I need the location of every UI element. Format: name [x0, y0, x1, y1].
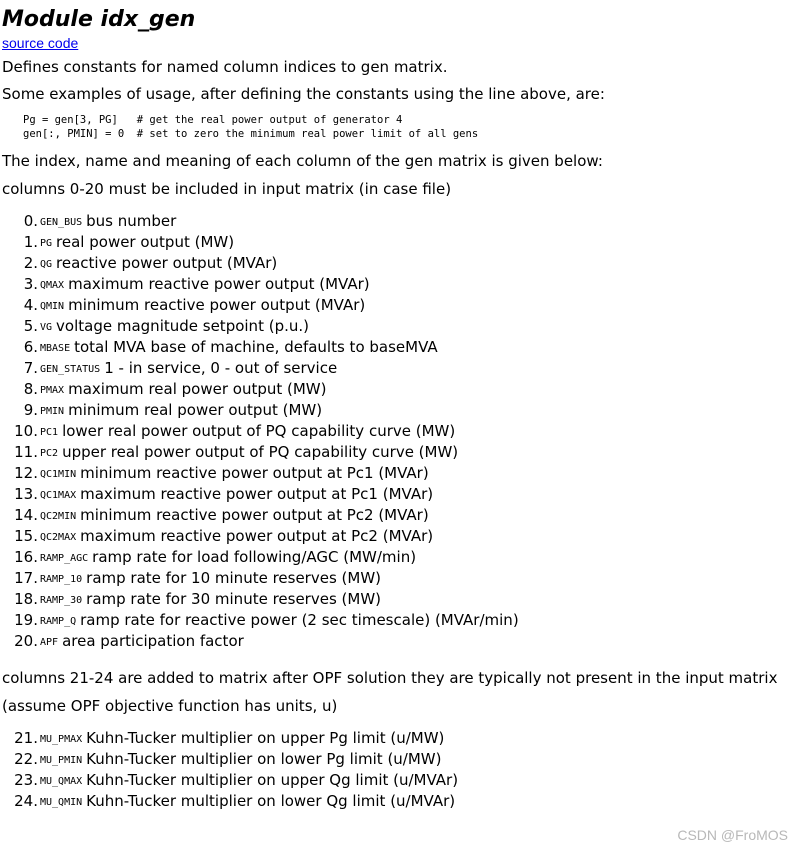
item-number: 24. — [14, 792, 38, 810]
item-number: 21. — [14, 729, 38, 747]
watermark: CSDN @FroMOS — [677, 827, 788, 843]
column-constant: MBASE — [40, 343, 71, 354]
item-number: 2. — [23, 254, 38, 272]
list-item — [2, 421, 798, 442]
column-description: ramp rate for 30 minute reserves (MW) — [86, 590, 382, 608]
column-constant: QC2MAX — [40, 532, 77, 543]
list-item — [2, 358, 798, 379]
item-number: 7. — [23, 359, 38, 377]
list-item — [2, 295, 798, 316]
column-constant: QMIN — [40, 301, 65, 312]
code-line: gen[:, PMIN] = 0 # set to zero the minimum real power limit of all gens — [23, 128, 479, 140]
item-number: 5. — [23, 317, 38, 335]
list-item — [2, 274, 798, 295]
column-description: maximum real power output (MW) — [68, 380, 327, 398]
item-number: 4. — [23, 296, 38, 314]
section1-heading: columns 0-20 must be included in input matrix (in case file) — [2, 180, 452, 198]
list-item — [2, 505, 798, 526]
column-constant: RAMP_30 — [40, 595, 83, 606]
section2-heading: columns 21-24 are added to matrix after OPF solution they are typically not present in the input matrix — [2, 669, 778, 687]
source-code-link[interactable]: source code — [2, 35, 79, 51]
code-example — [2, 113, 798, 141]
item-number: 1. — [23, 233, 38, 251]
list-item — [2, 589, 798, 610]
column-description: ramp rate for 10 minute reserves (MW) — [86, 569, 382, 587]
item-number: 14. — [14, 506, 38, 524]
columns-intro-text: The index, name and meaning of each column of the gen matrix is given below: — [2, 152, 603, 170]
column-constant: PG — [40, 238, 53, 249]
item-number: 11. — [14, 443, 38, 461]
item-number: 3. — [23, 275, 38, 293]
list-item — [2, 400, 798, 421]
gen-columns-list-input — [2, 211, 798, 652]
list-item — [2, 791, 798, 812]
column-constant: QMAX — [40, 280, 65, 291]
column-description: maximum reactive power output at Pc2 (MVAr) — [80, 527, 434, 545]
usage-intro-text: Some examples of usage, after defining the constants using the line above, are: — [2, 85, 605, 103]
column-description: ramp rate for load following/AGC (MW/min) — [92, 548, 417, 566]
column-description: minimum real power output (MW) — [68, 401, 323, 419]
document-page — [2, 0, 798, 812]
column-description: ramp rate for reactive power (2 sec timescale) (MVAr/min) — [80, 611, 519, 629]
item-number: 16. — [14, 548, 38, 566]
item-number: 12. — [14, 464, 38, 482]
intro-text: Defines constants for named column indices to gen matrix. — [2, 58, 448, 76]
list-item — [2, 316, 798, 337]
list-item — [2, 547, 798, 568]
page-title: Module idx_gen — [2, 7, 196, 32]
list-item — [2, 337, 798, 358]
item-number: 20. — [14, 632, 38, 650]
column-constant: RAMP_AGC — [40, 553, 89, 564]
list-item — [2, 728, 798, 749]
column-description: minimum reactive power output at Pc2 (MVAr) — [80, 506, 429, 524]
column-constant: RAMP_Q — [40, 616, 77, 627]
item-number: 13. — [14, 485, 38, 503]
item-number: 18. — [14, 590, 38, 608]
list-item — [2, 568, 798, 589]
item-number: 22. — [14, 750, 38, 768]
item-number: 19. — [14, 611, 38, 629]
column-constant: QC1MIN — [40, 469, 77, 480]
list-item — [2, 610, 798, 631]
column-constant: QG — [40, 259, 53, 270]
column-description: lower real power output of PQ capability curve (MW) — [62, 422, 456, 440]
column-description: maximum reactive power output at Pc1 (MVAr) — [80, 485, 434, 503]
column-constant: MU_PMAX — [40, 734, 83, 745]
column-constant: GEN_BUS — [40, 217, 83, 228]
column-description: maximum reactive power output (MVAr) — [68, 275, 370, 293]
column-description: real power output (MW) — [56, 233, 235, 251]
column-constant: PMIN — [40, 406, 65, 417]
column-constant: MU_PMIN — [40, 755, 83, 766]
column-description: Kuhn-Tucker multiplier on upper Qg limit (u/MVAr) — [86, 771, 459, 789]
column-description: Kuhn-Tucker multiplier on upper Pg limit (u/MW) — [86, 729, 445, 747]
column-constant: PC1 — [40, 427, 59, 438]
list-item — [2, 463, 798, 484]
column-constant: APF — [40, 637, 59, 648]
item-number: 23. — [14, 771, 38, 789]
list-item — [2, 379, 798, 400]
column-constant: QC2MIN — [40, 511, 77, 522]
column-description: minimum reactive power output at Pc1 (MVAr) — [80, 464, 429, 482]
code-line: Pg = gen[3, PG] # get the real power output of generator 4 — [23, 114, 403, 126]
column-description: upper real power output of PQ capability curve (MW) — [62, 443, 459, 461]
list-item — [2, 442, 798, 463]
item-number: 8. — [23, 380, 38, 398]
column-constant: PMAX — [40, 385, 65, 396]
list-item — [2, 526, 798, 547]
list-item — [2, 770, 798, 791]
item-number: 0. — [23, 212, 38, 230]
list-item — [2, 232, 798, 253]
list-item — [2, 749, 798, 770]
column-constant: QC1MAX — [40, 490, 77, 501]
list-item — [2, 631, 798, 652]
list-item — [2, 253, 798, 274]
column-constant: MU_QMAX — [40, 776, 83, 787]
column-constant: PC2 — [40, 448, 59, 459]
column-description: 1 - in service, 0 - out of service — [104, 359, 338, 377]
gen-columns-list-opf — [2, 728, 798, 812]
item-number: 17. — [14, 569, 38, 587]
section2-note: (assume OPF objective function has units, u) — [2, 697, 338, 715]
column-description: bus number — [86, 212, 177, 230]
column-description: total MVA base of machine, defaults to baseMVA — [74, 338, 438, 356]
item-number: 15. — [14, 527, 38, 545]
item-number: 10. — [14, 422, 38, 440]
list-item — [2, 211, 798, 232]
column-description: Kuhn-Tucker multiplier on lower Qg limit (u/MVAr) — [86, 792, 456, 810]
column-constant: VG — [40, 322, 53, 333]
column-description: voltage magnitude setpoint (p.u.) — [56, 317, 309, 335]
item-number: 6. — [23, 338, 38, 356]
column-description: area participation factor — [62, 632, 244, 650]
list-item — [2, 484, 798, 505]
column-description: Kuhn-Tucker multiplier on lower Pg limit (u/MW) — [86, 750, 442, 768]
column-constant: MU_QMIN — [40, 797, 83, 808]
column-constant: RAMP_10 — [40, 574, 83, 585]
column-description: reactive power output (MVAr) — [56, 254, 278, 272]
item-number: 9. — [23, 401, 38, 419]
column-description: minimum reactive power output (MVAr) — [68, 296, 366, 314]
column-constant: GEN_STATUS — [40, 364, 101, 375]
